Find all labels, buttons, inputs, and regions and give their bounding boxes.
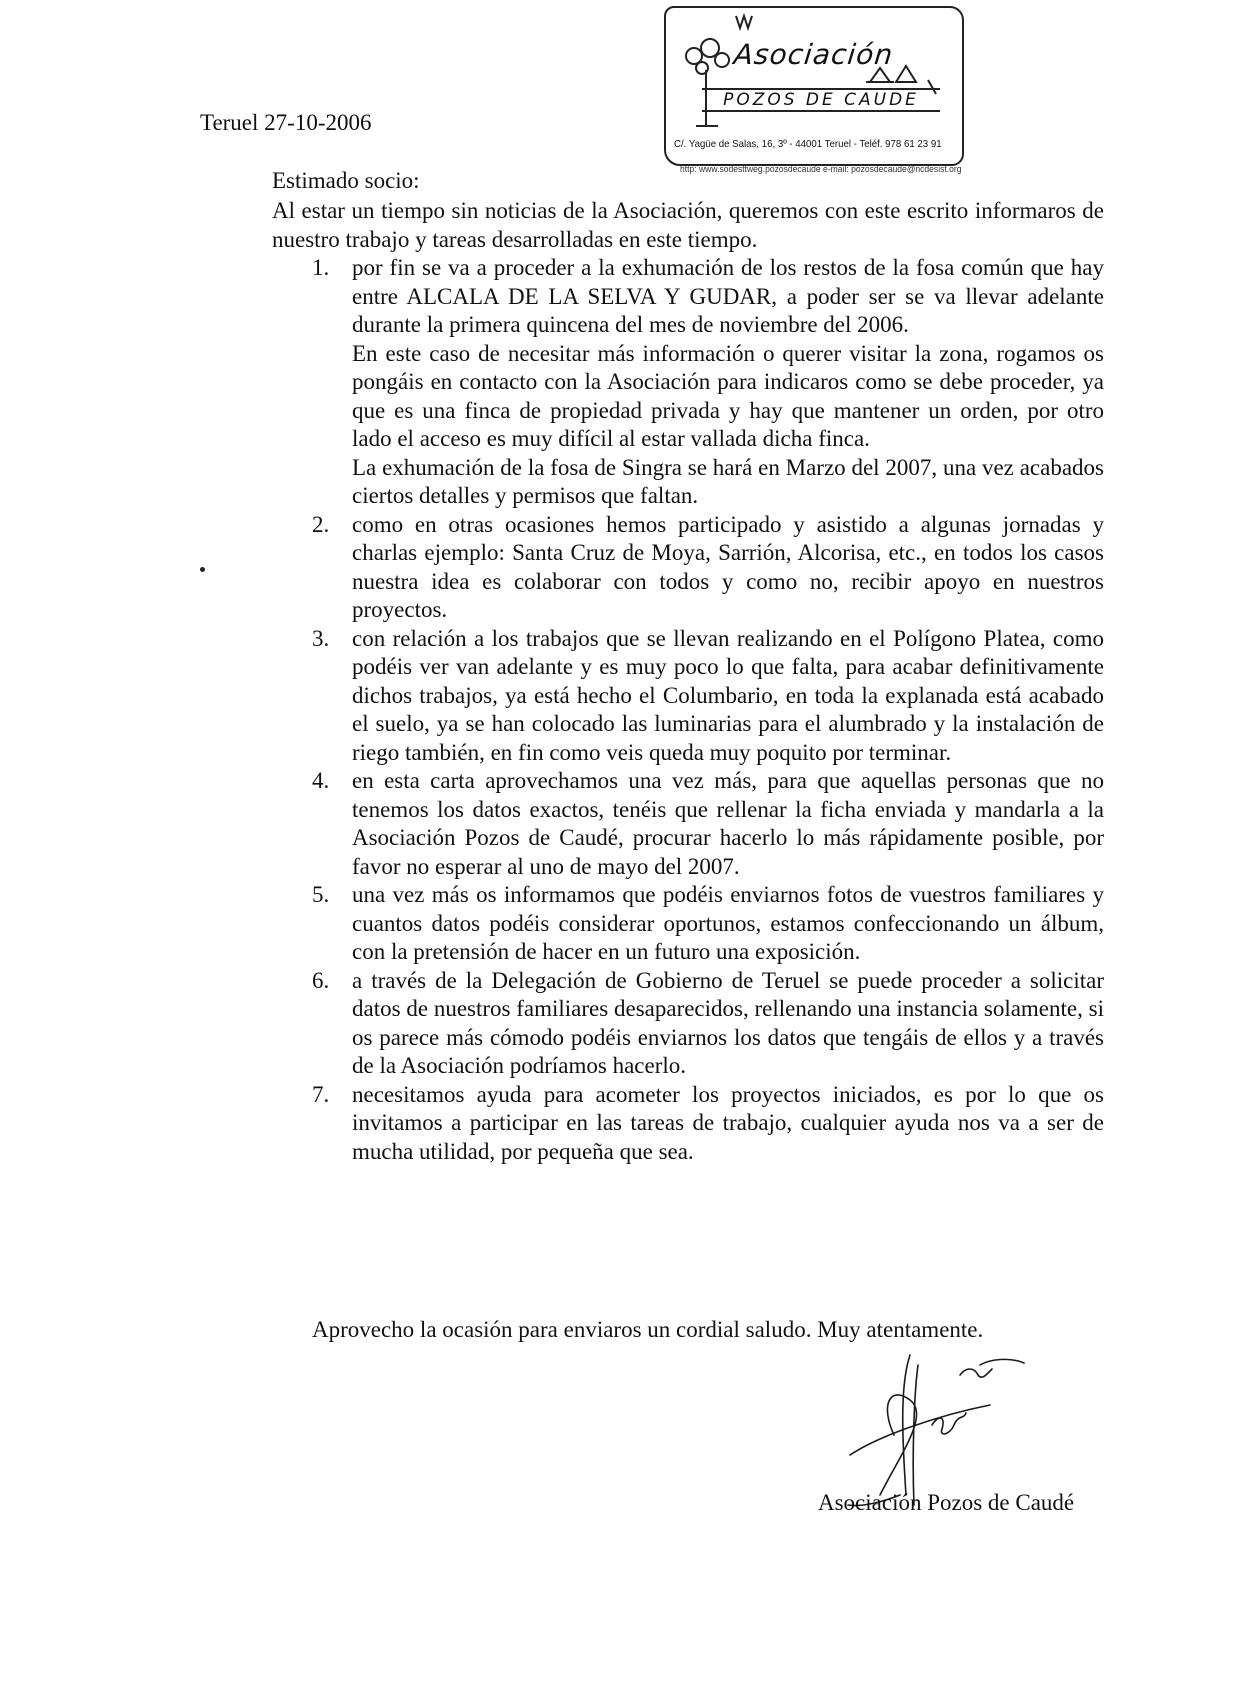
list-item [272, 511, 1104, 625]
item-paragraph: una vez más os informamos que podéis enviarnos fotos de vuestros familiares y cuantos datos podéis considerar oportunos, estamos confeccionando un álbum, con la pretensión de hacer en un futuro una exposición. [352, 882, 1104, 964]
item-paragraph: como en otras ocasiones hemos participado y asistido a algunas jornadas y charlas ejemplo: Santa Cruz de Moya, Sarrión, Alcorisa, etc., en todos los casos nuestra idea es colaborar con todos y como no, recibir apoyo en nuestros proyectos. [352, 511, 1104, 622]
item-paragraph: La exhumación de la fosa de Singra se hará en Marzo del 2007, una vez acabados ciertos detalles y permisos que faltan. [352, 454, 1104, 508]
letterhead-stamp [664, 6, 964, 174]
item-paragraph: con relación a los trabajos que se llevan realizando en el Polígono Platea, como podéis ver van adelante y es muy poco lo que falta, para acabar definitivamente dichos trabajos, ya está hecho el Columbario, en toda la explanada está acabado el suelo, ya se han colocado las luminarias para el alumbrado y la instalación de riego también, en fin como veis queda muy poquito por terminar. [352, 625, 1104, 765]
item-number: 1. [312, 255, 330, 280]
list-item [272, 967, 1104, 1081]
list-item [272, 254, 1104, 511]
greeting: Estimado socio: [272, 168, 420, 193]
item-paragraph: por fin se va a proceder a la exhumación de los restos de la fosa común que hay entre ALCALA DE LA SELVA Y GUDAR, a poder ser se va llevar adelante durante la primera quincena del mes de noviembre del 2006. [352, 255, 1104, 337]
item-number: 5. [312, 882, 330, 907]
item-paragraph: a través de la Delegación de Gobierno de Teruel se puede proceder a solicitar datos de nuestros familiares desaparecidos, rellenando una instancia solamente, si os parece más cómodo podéis enviarnos los datos que tengáis de ellos y a través de la Asociación podríamos hacerlo. [352, 967, 1104, 1078]
item-number: 3. [312, 625, 330, 651]
item-number: 2. [312, 511, 330, 537]
stamp-name: Asociación [732, 38, 895, 71]
numbered-list [272, 254, 1104, 1166]
letter-date: Teruel 27-10-2006 [200, 110, 372, 135]
stamp-subname: POZOS DE CAUDE [702, 88, 940, 112]
list-item [272, 625, 1104, 768]
list-item [272, 1081, 1104, 1167]
intro-paragraph: Al estar un tiempo sin noticias de la Asociación, queremos con este escrito informaros de nuestro trabajo y tareas desarrolladas en este tiempo. [272, 198, 1104, 252]
list-item [272, 881, 1104, 967]
closing-line: Aprovecho la ocasión para enviaros un cordial saludo. Muy atentamente. [312, 1317, 984, 1342]
item-number: 4. [312, 768, 330, 793]
item-number: 7. [312, 1081, 330, 1107]
list-item [272, 767, 1104, 881]
signer-name: Asociación Pozos de Caudé [818, 1490, 1075, 1515]
stamp-web: http: www.sodesttweg.pozosdecaude e-mail: pozosdecaude@ncdesist.org [680, 164, 962, 174]
stamp-address: C/. Yagüe de Salas, 16, 3º - 44001 Teruel - Teléf. 978 61 23 91 [674, 138, 942, 150]
item-paragraph: En este caso de necesitar más información o querer visitar la zona, rogamos os pongáis en contacto con la Asociación para indicaros como se debe proceder, ya que es una finca de propiedad privada y hay que mantener un orden, por otro lado el acceso es muy difícil al estar vallada dicha finca. [352, 340, 1104, 451]
item-paragraph: necesitamos ayuda para acometer los proyectos iniciados, es por lo que os invitamos a participar en las tareas de trabajo, cualquier ayuda nos va a ser de mucha utilidad, por pequeña que sea. [352, 1081, 1104, 1164]
item-number: 6. [312, 967, 330, 993]
item-paragraph: en esta carta aprovechamos una vez más, para que aquellas personas que no tenemos los datos exactos, tenéis que rellenar la ficha enviada y mandarla a la Asociación Pozos de Caudé, procurar hacerlo lo más rápidamente posible, por favor no esperar al uno de mayo del 2007. [352, 768, 1104, 879]
scan-speck [200, 567, 205, 572]
